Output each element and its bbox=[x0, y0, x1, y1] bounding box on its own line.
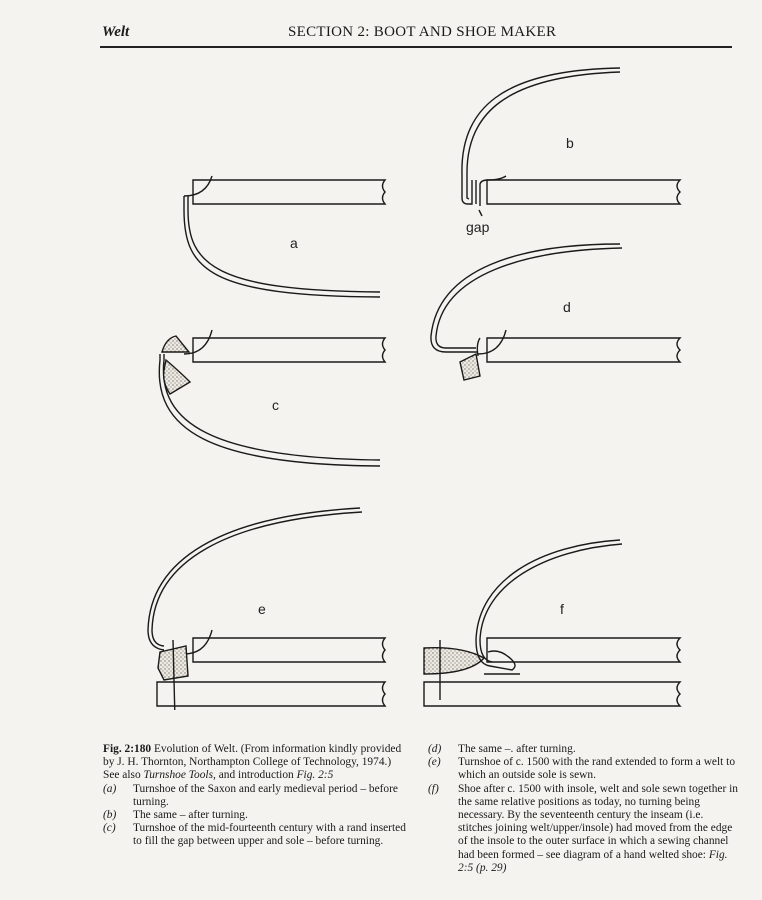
label-gap: gap bbox=[466, 219, 490, 235]
caption-right-column bbox=[428, 743, 738, 875]
item-text: Turnshoe of the mid-fourteenth century with a rand inserted to fill the gap between upper and sole – before turning. bbox=[133, 822, 406, 848]
diagram-d bbox=[431, 244, 680, 380]
figure-number: Fig. 2:180 bbox=[103, 743, 152, 755]
item-label: (d) bbox=[428, 743, 442, 755]
item-text: Turnshoe of the Saxon and early medieval period – before turning. bbox=[133, 782, 398, 808]
caption-intro-continued: , and introduction bbox=[213, 769, 297, 782]
label-b: b bbox=[566, 135, 574, 151]
diagram-f bbox=[424, 540, 680, 706]
caption-reference: Turnshoe Tools bbox=[143, 769, 214, 782]
running-head-title: Welt bbox=[102, 24, 130, 40]
diagram-a bbox=[184, 176, 385, 297]
item-text: The same –. after turning. bbox=[458, 743, 576, 755]
item-label: (f) bbox=[428, 782, 439, 795]
item-text: The same – after turning. bbox=[133, 809, 248, 822]
figure-caption bbox=[103, 743, 408, 783]
caption-item-f bbox=[428, 783, 738, 875]
caption-item-d bbox=[428, 743, 738, 756]
diagram-e bbox=[148, 508, 385, 710]
caption-item-b bbox=[103, 809, 408, 822]
caption-left-column bbox=[103, 743, 408, 849]
page-header bbox=[100, 24, 732, 48]
label-c: c bbox=[272, 397, 279, 413]
caption-intro: Evolution of Welt. (From information kindly provided by J. H. Thornton, Northampton College of Technology, 1974.) See also bbox=[103, 743, 402, 782]
item-text: Turnshoe of c. 1500 with the rand extended to form a welt to which an outside sole is sewn. bbox=[458, 756, 736, 782]
item-label: (e) bbox=[428, 756, 441, 769]
caption-figure-reference: Fig. 2:5 bbox=[296, 769, 334, 782]
caption-item-a bbox=[103, 783, 408, 809]
item-label: (a) bbox=[103, 782, 117, 795]
welt-evolution-figure bbox=[0, 50, 762, 710]
caption-item-e bbox=[428, 756, 738, 782]
label-a: a bbox=[290, 235, 298, 251]
section-heading: SECTION 2: BOOT AND SHOE MAKER bbox=[288, 24, 557, 40]
item-label: (c) bbox=[103, 822, 116, 835]
label-d: d bbox=[563, 299, 571, 315]
label-e: e bbox=[258, 601, 266, 617]
label-f: f bbox=[560, 601, 564, 617]
item-text: Shoe after c. 1500 with insole, welt and sole sewn together in the same relative positions as today, no turning being necessary. By the seventeenth century the inseam (i.e. stitches joining welt/upper/insole) had moved from the edge of the insole to the outer surface in which a sewing channel had been formed – see diagram of a hand welted shoe: bbox=[458, 782, 738, 861]
caption-item-c bbox=[103, 822, 408, 848]
item-label: (b) bbox=[103, 809, 117, 822]
item-figure-reference: Fig. 2:5 (p. 29) bbox=[458, 848, 728, 874]
